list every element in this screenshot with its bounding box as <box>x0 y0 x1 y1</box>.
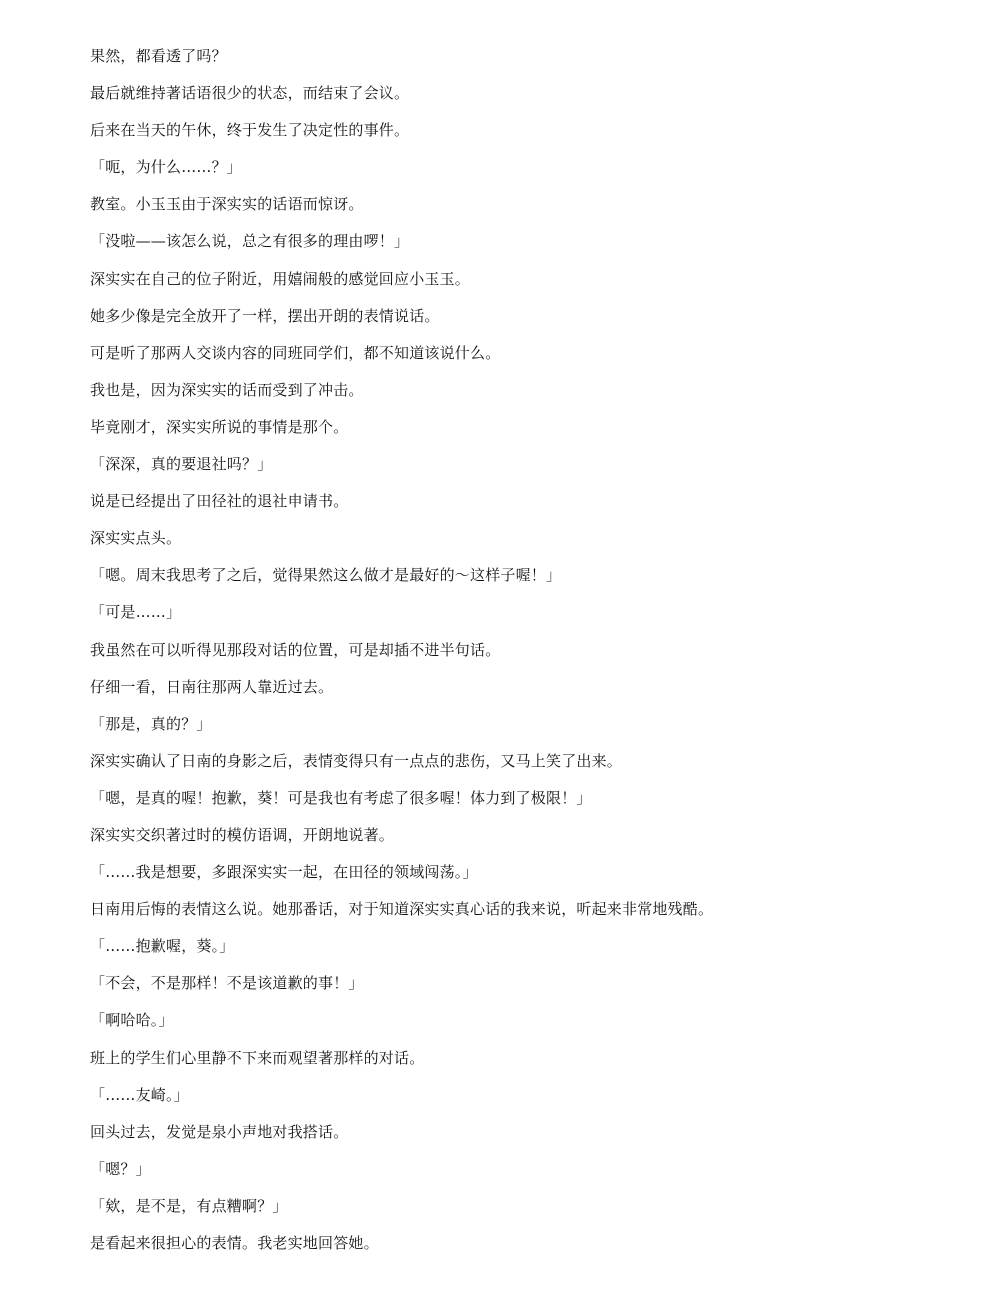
paragraph-17: 我虽然在可以听得见那段对话的位置，可是却插不进半句话。 <box>90 640 501 659</box>
paragraph-30: 回头过去，发觉是泉小声地对我搭话。 <box>90 1122 349 1141</box>
paragraph-28: 班上的学生们心里静不下来而观望著那样的对话。 <box>90 1048 425 1067</box>
paragraph-2: 最后就维持著话语很少的状态，而结束了会议。 <box>90 84 410 103</box>
paragraph-5: 教室。小玉玉由于深实实的话语而惊讶。 <box>90 195 364 214</box>
paragraph-10: 我也是，因为深实实的话而受到了冲击。 <box>90 380 364 399</box>
paragraph-14: 深实实点头。 <box>90 529 182 548</box>
paragraph-19: 「那是，真的？」 <box>90 714 212 733</box>
paragraph-6: 「没啦——该怎么说，总之有很多的理由啰！」 <box>90 232 410 251</box>
paragraph-23: 「……我是想要，多跟深实实一起，在田径的领域闯荡。」 <box>90 863 478 882</box>
paragraph-27: 「啊哈哈。」 <box>90 1011 174 1030</box>
paragraph-16: 「可是……」 <box>90 603 182 622</box>
paragraph-31: 「嗯？」 <box>90 1159 151 1178</box>
paragraph-25: 「……抱歉喔，葵。」 <box>90 937 235 956</box>
paragraph-4: 「呃，为什么……？」 <box>90 158 243 177</box>
paragraph-13: 说是已经提出了田径社的退社申请书。 <box>90 492 349 511</box>
paragraph-32: 「欸，是不是，有点糟啊？」 <box>90 1196 288 1215</box>
paragraph-33: 是看起来很担心的表情。我老实地回答她。 <box>90 1234 379 1252</box>
body-text <box>90 44 970 1268</box>
paragraph-21: 「嗯，是真的喔！抱歉，葵！可是我也有考虑了很多喔！体力到了极限！」 <box>90 788 592 807</box>
paragraph-22: 深实实交织著过时的模仿语调，开朗地说著。 <box>90 825 395 844</box>
paragraph-24: 日南用后悔的表情这么说。她那番话，对于知道深实实真心话的我来说，听起来非常地残酷。 <box>90 900 714 919</box>
paragraph-3: 后来在当天的午休，终于发生了决定性的事件。 <box>90 121 410 140</box>
paragraph-12: 「深深，真的要退社吗？」 <box>90 455 273 474</box>
paragraph-1: 果然，都看透了吗？ <box>90 47 227 65</box>
paragraph-29: 「……友崎。」 <box>90 1085 189 1104</box>
paragraph-26: 「不会，不是那样！不是该道歉的事！」 <box>90 974 364 993</box>
paragraph-11: 毕竟刚才，深实实所说的事情是那个。 <box>90 417 349 436</box>
paragraph-7: 深实实在自己的位子附近，用嬉闹般的感觉回应小玉玉。 <box>90 269 471 288</box>
paragraph-9: 可是听了那两人交谈内容的同班同学们，都不知道该说什么。 <box>90 343 501 362</box>
paragraph-8: 她多少像是完全放开了一样，摆出开朗的表情说话。 <box>90 306 440 325</box>
paragraph-18: 仔细一看，日南往那两人靠近过去。 <box>90 677 334 696</box>
paragraph-15: 「嗯。周末我思考了之后，觉得果然这么做才是最好的～这样子喔！」 <box>90 566 562 585</box>
paragraph-20: 深实实确认了日南的身影之后，表情变得只有一点点的悲伤，又马上笑了出来。 <box>90 751 623 770</box>
